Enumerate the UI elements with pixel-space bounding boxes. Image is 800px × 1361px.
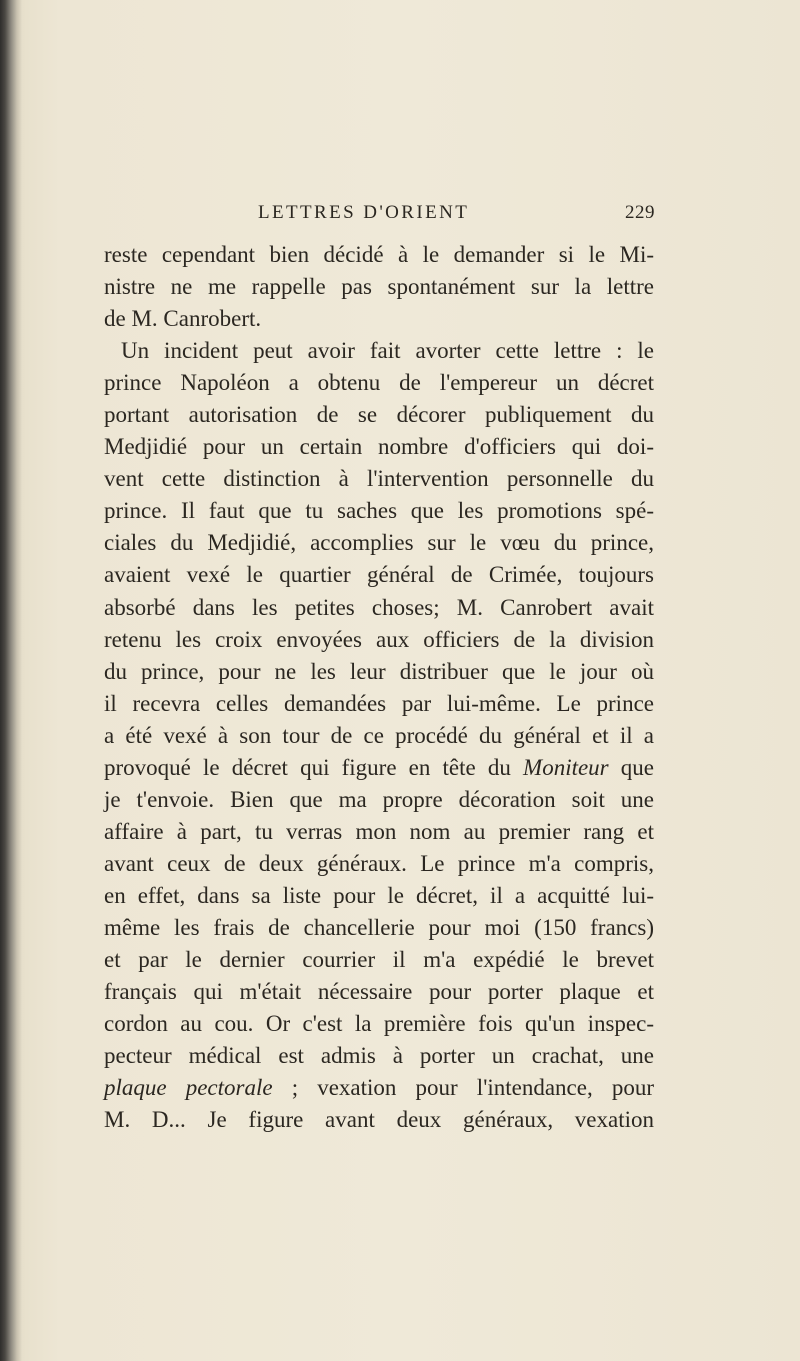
book-spine-shadow bbox=[0, 0, 22, 1361]
italic-phrase: plaque pectorale bbox=[104, 1075, 273, 1101]
italic-title: Moniteur bbox=[523, 754, 609, 780]
text-line: français qui m'était nécessaire pour porter plaque et bbox=[104, 979, 654, 1005]
text-line: avaient vexé le quartier général de Crimée, toujours bbox=[104, 562, 654, 588]
paragraph-first-line: Un incident peut avoir fait avorter cette lettre : le bbox=[121, 338, 654, 364]
text-line: je t'envoie. Bien que ma propre décoration soit une bbox=[104, 786, 654, 812]
text-line: et par le dernier courrier il m'a expédié le brevet bbox=[104, 947, 654, 973]
text-line: prince Napoléon a obtenu de l'empereur un décret bbox=[104, 370, 654, 396]
text-segment: que bbox=[608, 754, 654, 780]
text-segment: provoqué le décret qui figure en tête du bbox=[104, 754, 524, 780]
text-line: M. D... Je figure avant deux généraux, vexation bbox=[104, 1107, 654, 1133]
text-line: retenu les croix envoyées aux officiers de la division bbox=[104, 626, 654, 652]
text-line: du prince, pour ne les leur distribuer que le jour où bbox=[104, 658, 654, 684]
text-line: absorbé dans les petites choses; M. Canrobert avait bbox=[104, 594, 654, 620]
text-line: avant ceux de deux généraux. Le prince m'a compris, bbox=[104, 850, 654, 876]
text-line: affaire à part, tu verras mon nom au premier rang et bbox=[104, 818, 654, 844]
text-segment: ; vexation pour l'intendance, pour bbox=[272, 1075, 654, 1101]
text-line: de M. Canrobert. bbox=[104, 306, 262, 332]
body-text bbox=[104, 239, 654, 1136]
text-line-with-italic bbox=[104, 1072, 654, 1104]
text-line: portant autorisation de se décorer publiquement du bbox=[104, 402, 654, 428]
text-line: cordon au cou. Or c'est la première fois qu'un inspec- bbox=[104, 1011, 654, 1037]
text-line-with-italic bbox=[104, 752, 654, 784]
page-number: 229 bbox=[625, 202, 655, 223]
text-line: nistre ne me rappelle pas spontanément sur la lettre bbox=[104, 274, 654, 300]
text-line: il recevra celles demandées par lui-même. Le prince bbox=[104, 690, 654, 716]
text-line: en effet, dans sa liste pour le décret, il a acquitté lui- bbox=[104, 882, 654, 908]
text-line: prince. Il faut que tu saches que les promotions spé- bbox=[104, 498, 654, 524]
text-line: a été vexé à son tour de ce procédé du général et il a bbox=[104, 722, 654, 748]
running-title: LETTRES D'ORIENT bbox=[258, 202, 470, 223]
page-header bbox=[100, 200, 655, 226]
text-line: Medjidié pour un certain nombre d'officiers qui doi- bbox=[104, 434, 654, 460]
text-line: reste cependant bien décidé à le demander si le Mi- bbox=[104, 242, 654, 267]
text-line: même les frais de chancellerie pour moi (150 francs) bbox=[104, 914, 654, 940]
text-line: pecteur médical est admis à porter un crachat, une bbox=[104, 1043, 654, 1069]
text-line: vent cette distinction à l'intervention personnelle du bbox=[104, 466, 654, 492]
text-line: ciales du Medjidié, accomplies sur le vœu du prince, bbox=[104, 530, 654, 556]
